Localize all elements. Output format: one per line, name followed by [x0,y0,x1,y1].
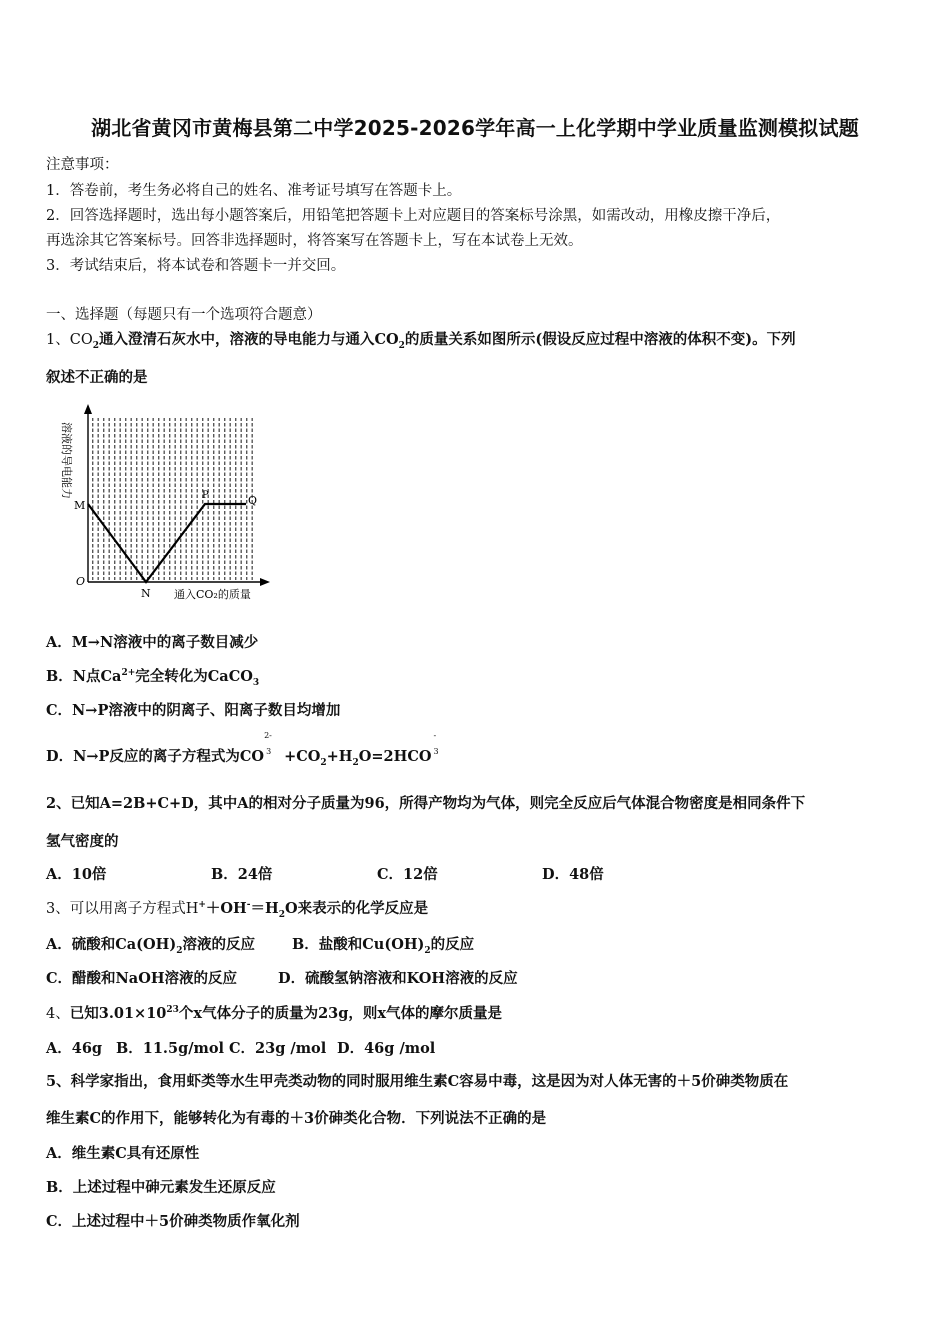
q1-option-a: A．M→N溶液中的离子数目减少 [46,634,259,651]
q4-option-d: D．46g /mol [337,1040,436,1057]
q5-option-a: A．维生素C具有还原性 [46,1145,200,1162]
q4-option-b: B．11.5g/mol [116,1040,225,1057]
notice-item-1: 1．答卷前，考生务必将自己的姓名、准考证号填写在答题卡上。 [46,183,462,199]
q1-stem-line2: 叙述不正确的是 [46,369,148,386]
q1-option-b: B．N点$Ca^{2+}$完全转化为CaCO$_3$ [46,668,260,688]
notice-item-2b: 再选涂其它答案标号。回答非选择题时，将答案写在答题卡上，写在本试卷上无效。 [46,233,583,249]
notice-item-3: 3．考试结束后，将本试卷和答题卡一并交回。 [46,258,346,274]
q2-option-c: C．12倍 [377,866,438,883]
label-p: P [202,490,209,501]
q5-stem-line2: 维生素C的作用下，能够转化为有毒的＋3价砷类化合物．下列说法不正确的是 [46,1110,547,1127]
x-axis-label: 通入CO₂的质量 [174,588,251,601]
q2-stem-line2: 氢气密度的 [46,833,119,850]
q1-figure [46,400,276,605]
q5-stem-line1: 5、科学家指出，食用虾类等水生甲壳类动物的同时服用维生素C容易中毒，这是因为对人体无害的＋5价砷类物质在 [46,1073,789,1090]
q2-stem-line1: 2、已知A=2B+C+D，其中A的相对分子质量为96，所得产物均为气体，则完全反应后气体混合物密度是相同条件下 [46,795,806,812]
q3-stem: 3、可以用离子方程式$H^++OH^-=H_2O$来表示的化学反应是 [46,900,429,920]
label-n: N [141,587,151,600]
q4-stem: 4、已知$3.01\times 10^{23}$个x气体分子的质量为23g，则x气体的摩尔质量是 [46,1005,503,1022]
q3-option-d: D．硫酸氢钠溶液和KOH溶液的反应 [278,970,518,987]
q5-option-b: B．上述过程中砷元素发生还原反应 [46,1179,276,1196]
q1-option-d: D．N→P反应的离子方程式为CO 2- 3 $+CO_2+H_2O=2HCO$ - 3 [46,731,439,768]
page-title: 湖北省黄冈市黄梅县第二中学2025-2026学年高一上化学期中学业质量监测模拟试题 [91,116,859,140]
q4-option-a: A．46g [46,1040,103,1057]
q3-option-b: B．盐酸和$Cu(OH)_2$的反应 [292,936,475,956]
q5-option-c: C．上述过程中＋5价砷类物质作氧化剂 [46,1213,300,1230]
y-axis-label: 溶液的导电能力 [60,422,73,499]
notice-item-2a: 2．回答选择题时，选出每小题答案后，用铅笔把答题卡上对应题目的答案标号涂黑，如需改动，用橡皮擦干净后， [46,208,781,224]
chart-grid [88,418,254,580]
q1-stem-line1: 1、$CO_2$通入澄清石灰水中，溶液的导电能力与通入$CO_2$的质量关系如图所示(假设反应过程中溶液的体积不变)。下列 [46,331,796,351]
section-heading: 一、选择题（每题只有一个选项符合题意） [46,307,322,323]
q1-option-c: C．N→P溶液中的阴离子、阳离子数目均增加 [46,702,341,719]
q2-option-d: D．48倍 [542,866,604,883]
label-q: Q [248,494,258,507]
x-axis-arrow-icon [260,578,270,586]
q4-option-c: C．23g /mol [229,1040,327,1057]
q3-option-a: A．硫酸和$Ca(OH)_2$溶液的反应 [46,936,256,956]
q2-option-b: B．24倍 [211,866,273,883]
notice-heading: 注意事项： [46,157,119,173]
q2-option-a: A．10倍 [46,866,107,883]
label-origin: O [76,575,86,588]
y-axis-arrow-icon [84,404,92,414]
label-m: M [74,499,86,512]
q3-option-c: C．醋酸和NaOH溶液的反应 [46,970,238,987]
